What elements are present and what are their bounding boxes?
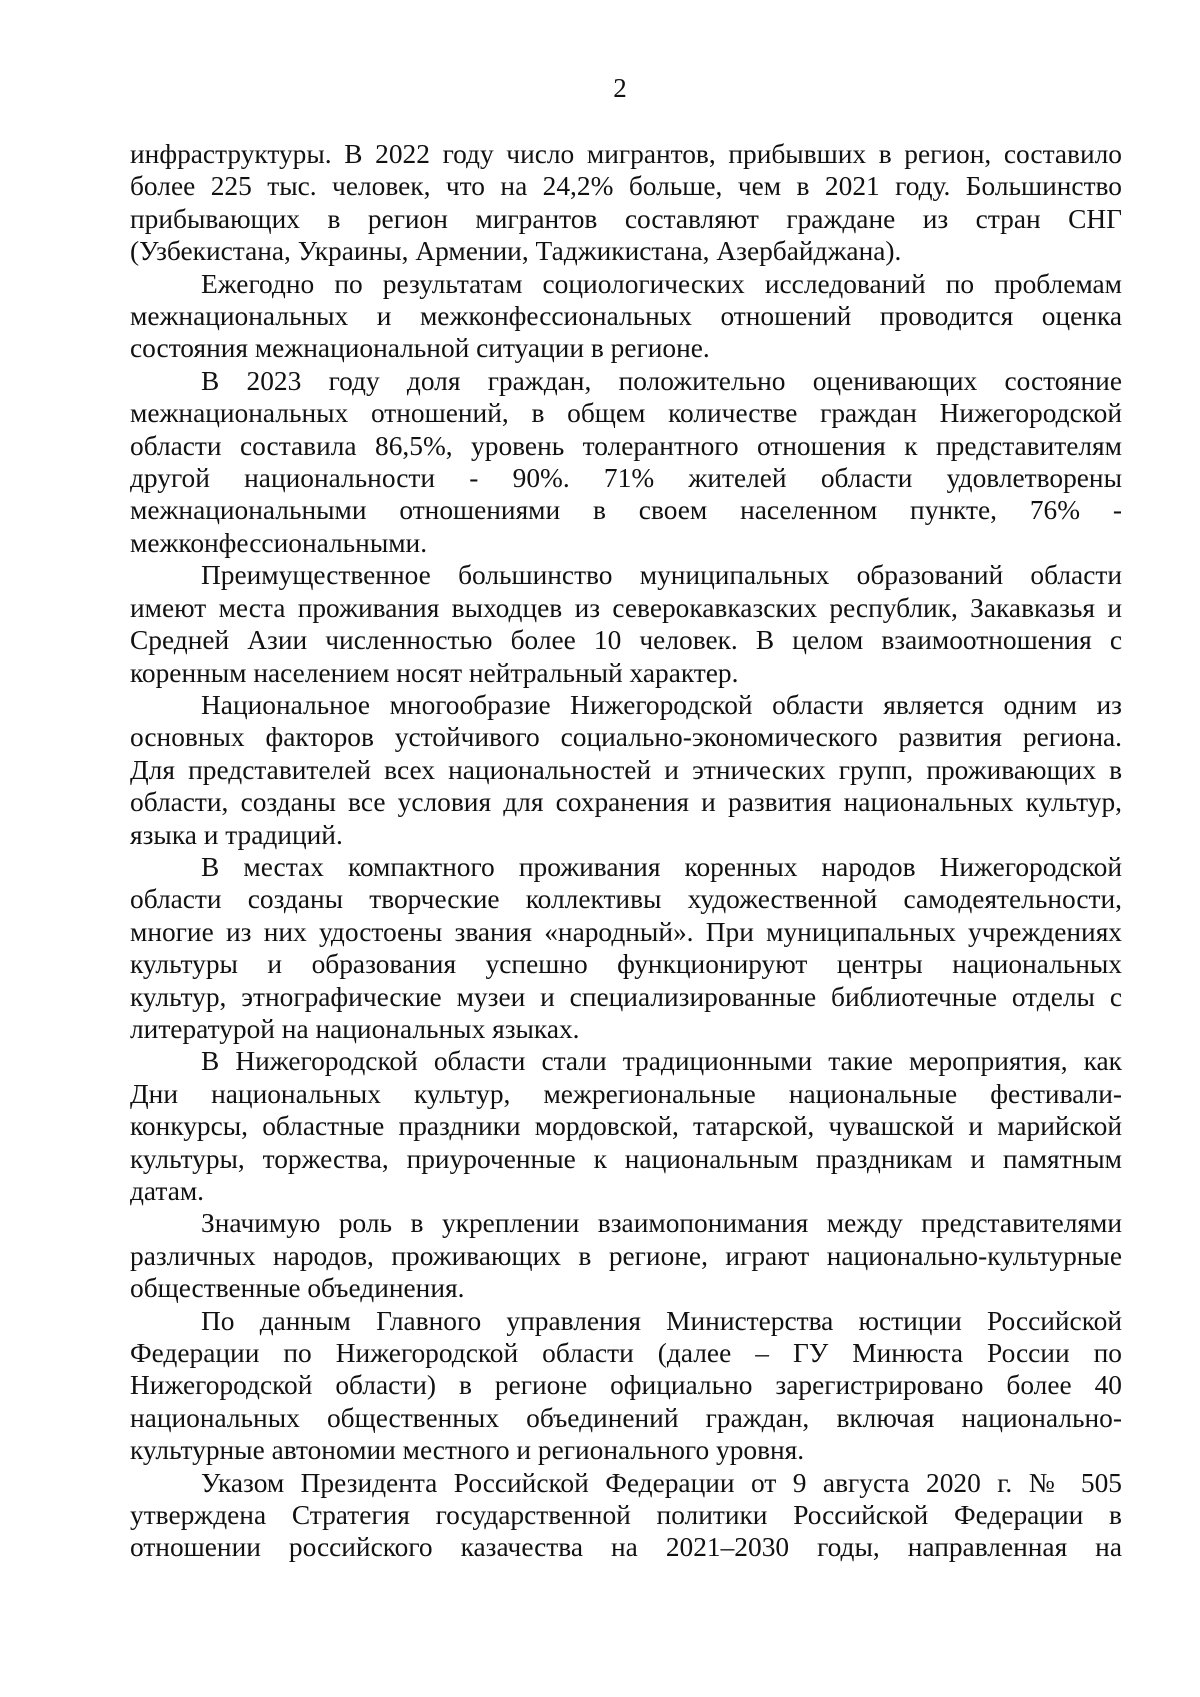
text-line: межнациональными отношениями в своем населенном пункте, 76% - [130, 495, 1122, 526]
text-line: национальных общественных объединений граждан, включая национально- [130, 1402, 1122, 1433]
page-number: 2 [613, 73, 627, 103]
text-line: датам. [130, 1176, 205, 1206]
text-line: конкурсы, областные праздники мордовской, татарской, чувашской и марийской [130, 1111, 1122, 1142]
paragraph [130, 365, 1122, 559]
paragraph [130, 1467, 1122, 1564]
document-body [130, 138, 1122, 1564]
paragraph [130, 559, 1122, 689]
paragraph [130, 1207, 1122, 1304]
text-line: прибывающих в регион мигрантов составляют граждане из стран СНГ [130, 203, 1122, 234]
text-line: В местах компактного проживания коренных народов Нижегородской [201, 851, 1122, 882]
paragraph [130, 851, 1122, 1045]
text-line: литературой на национальных языках. [130, 1013, 580, 1044]
text-line: другой национальности - 90%. 71% жителей области удовлетворены [130, 463, 1122, 494]
text-line: состояния межнациональной ситуации в регионе. [130, 333, 710, 364]
paragraph [130, 138, 1122, 268]
text-line: По данным Главного управления Министерства юстиции Российской [201, 1305, 1122, 1336]
text-line: имеют места проживания выходцев из северокавказских республик, Закавказья и [130, 592, 1122, 623]
paragraph [130, 689, 1122, 851]
text-line: отношении российского казачества на 2021–2030 годы, направленная на [130, 1532, 1122, 1563]
text-line: инфраструктуры. В 2022 году число мигрантов, прибывших в регион, составило [130, 139, 1122, 169]
text-line: языка и традиций. [130, 819, 343, 850]
text-line: культурные автономии местного и регионального уровня. [130, 1435, 805, 1466]
paragraph [130, 1045, 1122, 1207]
text-line: области составила 86,5%, уровень толерантного отношения к представителям [130, 430, 1122, 461]
text-line: Национальное многообразие Нижегородской области является одним из [201, 689, 1122, 720]
text-line: межконфессиональными. [130, 527, 428, 558]
text-line: основных факторов устойчивого социально-экономического развития региона. [130, 722, 1122, 753]
text-line: (Узбекистана, Украины, Армении, Таджикистана, Азербайджана). [130, 236, 902, 267]
text-line: межнациональных отношений, в общем количестве граждан Нижегородской [130, 398, 1122, 429]
text-line: культуры, торжества, приуроченные к национальным праздникам и памятным [130, 1143, 1122, 1174]
text-line: области, созданы все условия для сохранения и развития национальных культур, [130, 787, 1122, 818]
text-line: Нижегородской области) в регионе официально зарегистрировано более 40 [130, 1370, 1122, 1401]
paragraph [130, 1305, 1122, 1467]
text-line: Дни национальных культур, межрегиональные национальные фестивали- [130, 1078, 1122, 1109]
text-line: Для представителей всех национальностей и этнических групп, проживающих в [130, 754, 1122, 785]
text-line: межнациональных и межконфессиональных отношений проводится оценка [130, 301, 1122, 332]
paragraph [130, 268, 1122, 365]
text-line: культур, этнографические музеи и специализированные библиотечные отделы с [130, 981, 1122, 1012]
text-line: утверждена Стратегия государственной политики Российской Федерации в [130, 1500, 1122, 1531]
text-line: Федерации по Нижегородской области (далее – ГУ Минюста России по [130, 1338, 1122, 1369]
text-line: Указом Президента Российской Федерации от 9 августа 2020 г. № 505 [201, 1467, 1122, 1498]
text-line: В 2023 году доля граждан, положительно оценивающих состояние [201, 365, 1122, 396]
text-line: общественные объединения. [130, 1273, 465, 1304]
text-line: В Нижегородской области стали традиционными такие мероприятия, как [201, 1046, 1122, 1077]
text-line: многие из них удостоены звания «народный». При муниципальных учреждениях [130, 916, 1122, 947]
text-line: Ежегодно по результатам социологических исследований по проблемам [201, 268, 1122, 299]
text-line: культуры и образования успешно функционируют центры национальных [130, 949, 1122, 980]
text-line: Значимую роль в укреплении взаимопонимания между представителями [201, 1208, 1122, 1239]
text-line: Средней Азии численностью более 10 человек. В целом взаимоотношения с [130, 625, 1122, 656]
text-line: области созданы творческие коллективы художественной самодеятельности, [130, 884, 1122, 915]
text-line: Преимущественное большинство муниципальных образований области [201, 560, 1122, 591]
text-line: более 225 тыс. человек, что на 24,2% больше, чем в 2021 году. Большинство [130, 171, 1122, 202]
text-line: коренным населением носят нейтральный характер. [130, 657, 739, 688]
text-line: различных народов, проживающих в регионе, играют национально-культурные [130, 1240, 1122, 1271]
